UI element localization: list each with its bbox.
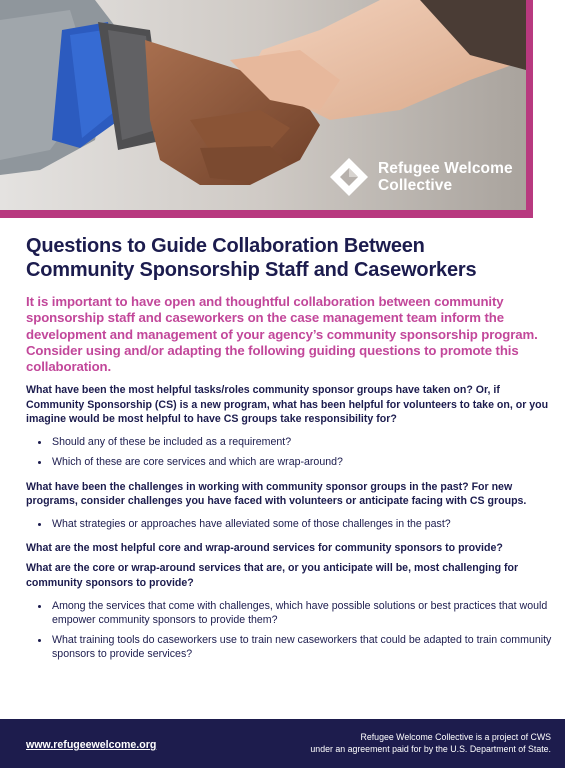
- footer-note-line-2: under an agreement paid for by the U.S. Department of State.: [310, 744, 551, 754]
- list-item: Which of these are core services and which are wrap-around?: [38, 455, 556, 469]
- diamond-logo-icon: [329, 157, 369, 197]
- title-line-1: Questions to Guide Collaboration Between: [26, 235, 425, 257]
- list-item: What strategies or approaches have alleviated some of those challenges in the past?: [38, 517, 556, 531]
- website-link[interactable]: www.refugeewelcome.org: [26, 739, 157, 751]
- document-body: [26, 234, 556, 672]
- question-1: What have been the most helpful tasks/roles community sponsor groups have taken on? Or, if Community Sponsorship (CS) is a new program, what has been helpful for volunteers to take on, or you imagine would be most helpful to have CS groups take responsibility for?: [26, 384, 549, 425]
- page-title: [26, 234, 556, 282]
- hero-banner: [0, 0, 565, 219]
- question-4: What are the core or wrap-around services that are, or you anticipate will be, most challenging for community sponsors to provide?: [26, 562, 519, 589]
- question-1-bullets: [38, 435, 556, 469]
- footer: [0, 719, 565, 768]
- logo-line-2: Collective: [378, 177, 453, 194]
- footer-attribution: [251, 731, 551, 755]
- list-item: Among the services that come with challenges, which have possible solutions or best practices that would empower community sponsors to provide them?: [38, 599, 556, 627]
- question-2-bullets: [38, 517, 556, 531]
- title-line-2: Community Sponsorship Staff and Caseworkers: [26, 259, 477, 281]
- list-item: Should any of these be included as a requirement?: [38, 435, 556, 449]
- footer-note-line-1: Refugee Welcome Collective is a project of CWS: [360, 732, 551, 742]
- question-2: What have been the challenges in working with community sponsor groups in the past? For new programs, consider challenges you have faced with volunteers or anticipate facing with CS groups.: [26, 480, 527, 507]
- hero-accent-border-bottom: [0, 210, 533, 218]
- intro-paragraph: It is important to have open and thoughtful collaboration between community sponsorship staff and caseworkers on the case management team inform the development and management of your agency’s community sponsorship program. Consider using and/or adapting the following guiding questions to promote this collaboration.: [26, 294, 538, 375]
- hero-accent-border-right: [526, 0, 533, 218]
- logo-line-1: Refugee Welcome: [378, 160, 513, 177]
- question-4-bullets: [38, 599, 556, 662]
- rwc-logo: [329, 153, 513, 201]
- logo-wordmark: [378, 160, 513, 194]
- question-3: What are the most helpful core and wrap-around services for community sponsors to provide?: [26, 542, 503, 555]
- list-item: What training tools do caseworkers use to train new caseworkers that could be adapted to train community sponsors to provide services?: [38, 633, 556, 661]
